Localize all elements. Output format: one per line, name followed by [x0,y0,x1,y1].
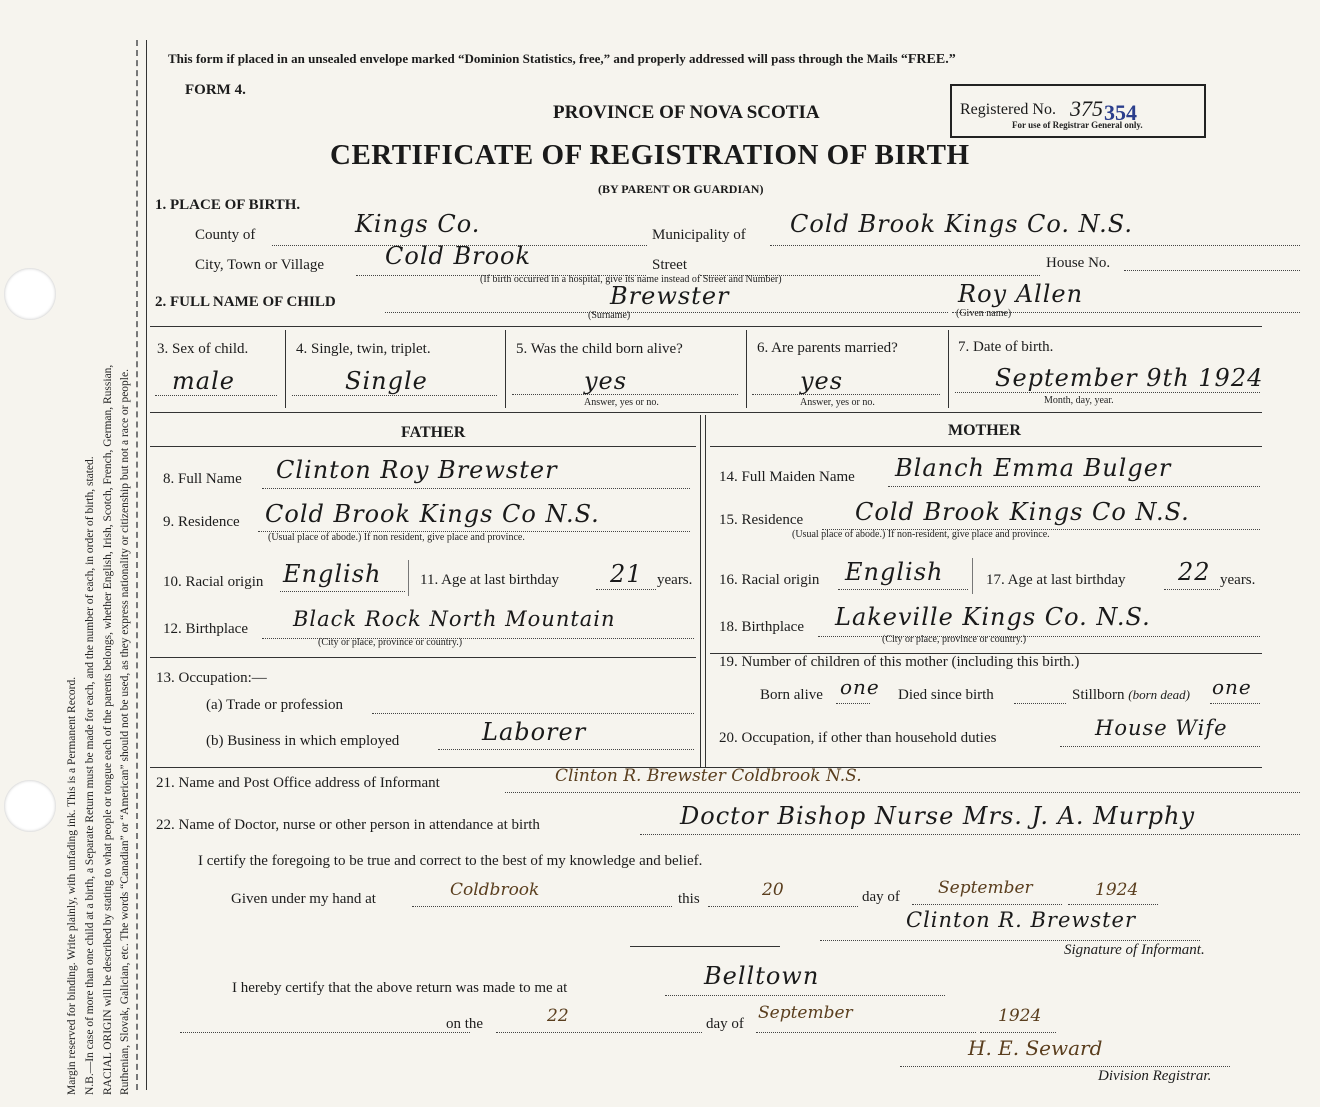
born-alive-label: Born alive [760,687,823,703]
registrar-month-line [756,1032,976,1033]
form-left-border [146,40,147,1090]
father-mother-divider-2 [705,415,706,767]
died-since-birth-line [1014,703,1066,704]
separator-rule [630,946,780,947]
city-label: City, Town or Village [195,257,325,273]
mother-age-line [1164,589,1220,590]
father-name-line [262,488,690,489]
father-business-line [438,749,694,750]
father-residence-value: Cold Brook Kings Co N.S. [265,500,600,528]
dob-line [955,392,1260,393]
page-title: CERTIFICATE OF REGISTRATION OF BIRTH [330,139,970,171]
father-racial-value: English [283,560,382,588]
father-age-line [596,589,656,590]
stillborn-note: (born dead) [1128,687,1191,702]
place-section-label: 1. PLACE OF BIRTH. [155,197,301,213]
dob-label: 7. Date of birth. [958,339,1054,355]
plurality-label: 4. Single, twin, triplet. [296,341,431,357]
certification-statement: I certify the foregoing to be true and correct to the best of my knowledge and belief. [198,853,703,869]
married-value: yes [800,367,844,395]
plurality-line [292,395,497,396]
registrar-place-line [665,995,945,996]
father-birthplace-caption: (City or place, province or country.) [318,637,463,648]
dob-caption: Month, day, year. [1044,395,1114,406]
registrar-day-line [496,1032,702,1033]
mother-age-unit: years. [1220,572,1256,588]
on-the-label: on the [446,1016,484,1032]
father-occupation-rule [150,657,696,658]
mother-racial-line [838,589,968,590]
alive-value: yes [584,367,628,395]
registrar-statement: I hereby certify that the above return was made to me at [232,980,568,996]
stillborn-label-text: Stillborn [1072,687,1125,703]
surname-caption: (Surname) [588,310,631,321]
mother-residence-caption: (Usual place of abode.) If non-resident, give place and province. [792,529,1050,540]
mother-name-line [888,486,1260,487]
given-day-value: 20 [762,880,784,900]
binding-hole-bottom [4,780,56,832]
father-business-value: Laborer [482,718,587,746]
page-subtitle: (BY PARENT OR GUARDIAN) [598,182,764,196]
father-heading: FATHER [401,424,466,441]
father-name-label: 8. Full Name [163,471,242,487]
stillborn-value: one [1212,675,1252,699]
registrar-on-line [180,1032,470,1033]
margin-note-4: Ruthenian, Slovak, Galician, etc. The words “Canadian” or “American” should not be used, as they express nationality or citizenship but not a race or people. [119,369,131,1095]
informant-label: 21. Name and Post Office address of Informant [156,775,440,791]
registered-number-stamped: 354 [1104,100,1137,125]
given-place-value: Coldbrook [450,880,540,900]
died-since-birth-label: Died since birth [898,687,994,703]
house-number-line [1124,270,1300,271]
mother-birthplace-label: 18. Birthplace [719,619,804,635]
sex-line [155,395,277,396]
postal-note-text: This form if placed in an unsealed envelope marked “Dominion Statistics, free,” and properly addressed will pass through the Mails [168,51,901,66]
sex-label: 3. Sex of child. [157,341,249,357]
registrar-signature-line [900,1066,1230,1067]
this-label: this [678,891,700,907]
father-heading-rule [150,446,696,447]
father-age-value: 21 [610,560,643,588]
mother-name-label: 14. Full Maiden Name [719,469,855,485]
sex-value: male [172,367,235,395]
father-age-label: 11. Age at last birthday [420,572,559,588]
mother-children-label: 19. Number of children of this mother (including this birth.) [719,654,1080,670]
divider-4-5 [505,330,506,408]
father-residence-label: 9. Residence [163,514,240,530]
division-registrar-caption: Division Registrar. [1098,1068,1212,1084]
margin-note-2: N.B.—In case of more than one child at a birth, a Separate Return must be made for each, and the number of each, in order of birth, stated. [84,456,96,1095]
registrar-place-value: Belltown [704,962,820,990]
father-trade-label: (a) Trade or profession [206,697,344,713]
alive-line [512,394,738,395]
registered-number-box [950,84,1206,138]
municipality-value: Cold Brook Kings Co. N.S. [790,210,1133,238]
child-surname-value: Brewster [610,282,730,310]
county-value: Kings Co. [355,210,481,238]
registered-label: Registered No. [960,101,1056,118]
alive-caption: Answer, yes or no. [584,397,659,408]
stillborn-label [1072,687,1190,704]
father-racial-label: 10. Racial origin [163,574,264,590]
binding-margin-rule [136,40,138,1090]
mother-heading-rule [710,446,1262,447]
mother-residence-label: 15. Residence [719,512,804,528]
father-birthplace-label: 12. Birthplace [163,621,248,637]
mother-racial-age-divider [972,558,973,594]
county-label: County of [195,227,256,243]
binding-hole-top [4,268,56,320]
registrar-day-of-label: day of [706,1016,744,1032]
province-title: PROVINCE OF NOVA SCOTIA [553,102,820,123]
postal-note [168,51,956,68]
plurality-value: Single [345,367,428,395]
mother-residence-value: Cold Brook Kings Co N.S. [855,498,1190,526]
mother-heading: MOTHER [948,422,1021,439]
informant-line [505,792,1300,793]
married-caption: Answer, yes or no. [800,397,875,408]
father-name-value: Clinton Roy Brewster [276,456,558,484]
given-month-value: September [938,878,1033,898]
registered-number-printed: 375 [1070,96,1103,121]
mother-age-label: 17. Age at last birthday [986,572,1126,588]
registrar-year-value: 1924 [998,1006,1042,1026]
attendant-label: 22. Name of Doctor, nurse or other person in attendance at birth [156,817,540,833]
registrar-day-value: 22 [547,1006,569,1026]
mother-occupation-value: House Wife [1095,716,1228,740]
mother-occupation-label: 20. Occupation, if other than household duties [719,730,997,746]
divider-6-7 [948,330,949,408]
born-alive-line [836,703,870,704]
father-racial-age-divider [408,560,409,596]
registrar-month-value: September [758,1003,853,1023]
mother-occupation-line [1060,746,1260,747]
given-year-line [1068,904,1158,905]
informant-signature-line [820,940,1200,941]
signature-of-informant-caption: Signature of Informant. [1064,942,1205,958]
born-alive-value: one [840,675,880,699]
father-residence-caption: (Usual place of abode.) If non resident, give place and province. [268,532,525,543]
given-month-line [912,904,1062,905]
child-name-label: 2. FULL NAME OF CHILD [155,294,336,310]
father-trade-line [372,713,694,714]
divider-3-4 [285,330,286,408]
registrar-note: For use of Registrar General only. [1012,120,1143,130]
attendant-line [640,834,1300,835]
registrar-year-line [980,1032,1056,1033]
rule-above-child-details [150,326,1262,327]
mother-racial-label: 16. Racial origin [719,572,820,588]
mother-birthplace-value: Lakeville Kings Co. N.S. [835,603,1151,631]
given-place-line [412,906,672,907]
divider-5-6 [746,330,747,408]
given-day-line [708,906,858,907]
mother-birthplace-caption: (City or place, province or country.) [882,634,1027,645]
rule-above-parents [150,412,1262,413]
form-number: FORM 4. [185,82,246,98]
mother-racial-value: English [845,558,944,586]
married-line [752,394,940,395]
municipality-line [770,245,1300,246]
informant-signature: Clinton R. Brewster [906,908,1137,932]
margin-note-3: RACIAL ORIGIN will be described by stating to what people or tongue each of the parents belongs, whether English, Irish, Scotch, French, German, Russian, [102,364,114,1095]
alive-label: 5. Was the child born alive? [516,341,683,357]
dob-value: September 9th 1924 [995,364,1264,392]
hospital-note: (If birth occurred in a hospital, give its name instead of Street and Number) [480,274,782,285]
informant-value: Clinton R. Brewster Coldbrook N.S. [555,766,862,786]
father-racial-line [280,591,405,592]
father-mother-divider [700,415,701,767]
father-occupation-label: 13. Occupation:— [156,670,267,686]
stillborn-line [1210,703,1260,704]
attendant-value: Doctor Bishop Nurse Mrs. J. A. Murphy [680,802,1196,830]
given-under-hand-label: Given under my hand at [231,891,376,907]
father-age-unit: years. [657,572,693,588]
registrar-signature: H. E. Seward [968,1036,1103,1060]
municipality-label: Municipality of [652,227,746,243]
city-value: Cold Brook [385,242,532,270]
postal-note-free: “FREE.” [900,52,956,67]
child-given-value: Roy Allen [958,280,1084,308]
child-surname-line [385,312,948,313]
mother-age-value: 22 [1178,558,1211,586]
street-label: Street [652,257,687,273]
given-day-of-label: day of [862,889,900,905]
margin-note-1: Margin reserved for binding. Write plainly, with unfading ink. This is a Permanent Record. [66,676,78,1095]
father-business-label: (b) Business in which employed [206,733,400,749]
house-number-label: House No. [1046,255,1111,271]
given-year-value: 1924 [1095,880,1139,900]
father-birthplace-value: Black Rock North Mountain [293,607,616,631]
married-label: 6. Are parents married? [757,340,898,356]
given-caption: (Given name) [956,308,1012,319]
mother-name-value: Blanch Emma Bulger [895,454,1172,482]
